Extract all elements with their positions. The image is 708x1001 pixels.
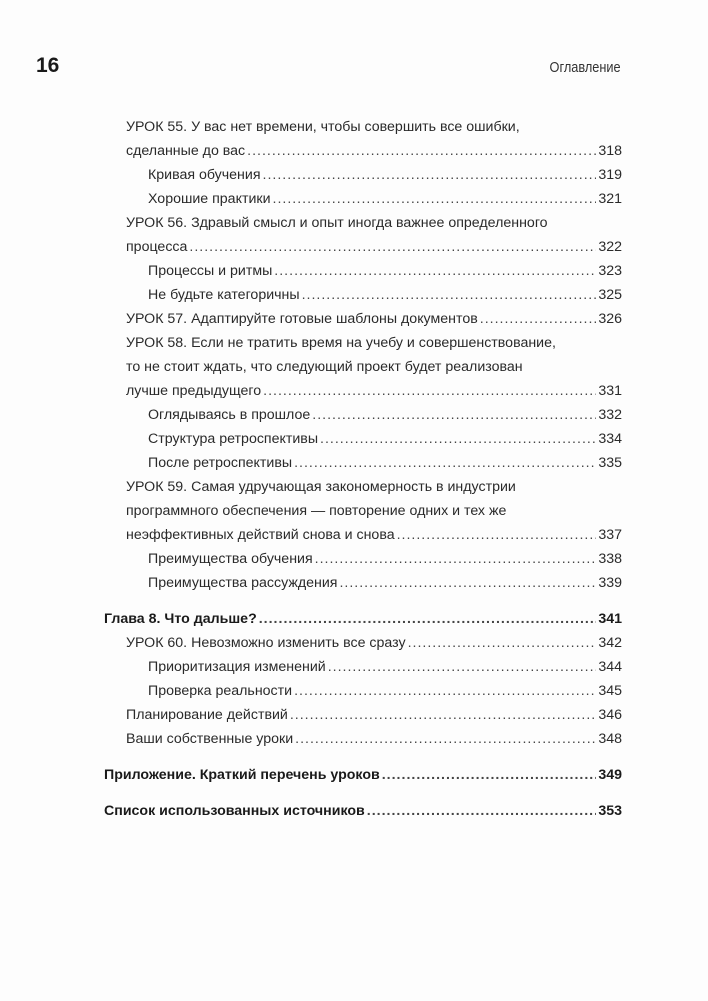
toc-entry[interactable] [104, 607, 622, 631]
toc-page-number: 348 [598, 731, 622, 747]
toc-entry[interactable] [104, 307, 622, 331]
toc-page-number: 331 [598, 383, 622, 399]
toc-entry-title: лучше предыдущего [126, 383, 262, 399]
dot-leader [328, 655, 597, 679]
toc-page-number: 325 [598, 287, 622, 303]
toc-entry[interactable] [104, 211, 622, 259]
toc-entry[interactable] [104, 655, 622, 679]
toc-entry-title: Не будьте категоричны [148, 287, 300, 303]
toc-entry[interactable] [104, 259, 622, 283]
toc-entry[interactable] [104, 427, 622, 451]
toc-entry-title-line: УРОК 55. У вас нет времени, чтобы совершить все ошибки, [126, 119, 520, 135]
dot-leader [294, 679, 596, 703]
toc-entry[interactable] [104, 475, 622, 547]
toc-entry-title-line: УРОК 59. Самая удручающая закономерность в индустрии [126, 479, 516, 495]
toc-entry[interactable] [104, 451, 622, 475]
toc-entry-title: процесса [126, 239, 188, 255]
toc-page-number: 326 [598, 311, 622, 327]
toc-entry[interactable] [104, 799, 622, 823]
dot-leader [320, 427, 596, 451]
toc-entry-title: Структура ретроспективы [148, 431, 319, 447]
dot-leader [295, 727, 596, 751]
dot-leader [189, 235, 596, 259]
toc-entry[interactable] [104, 763, 622, 787]
toc-entry[interactable] [104, 187, 622, 211]
running-head: Оглавление [549, 59, 621, 76]
toc-entry-title-line: то не стоит ждать, что следующий проект будет реализован [126, 359, 523, 375]
toc-page-number: 338 [598, 551, 622, 567]
toc-page-number: 319 [598, 167, 622, 183]
toc-entry-title: Преимущества обучения [148, 551, 313, 567]
dot-leader [315, 547, 597, 571]
toc-entry[interactable] [104, 571, 622, 595]
toc-page-number: 322 [598, 239, 622, 255]
toc-page-number: 349 [598, 767, 622, 783]
toc-entry-title: Приложение. Краткий перечень уроков [104, 767, 380, 783]
toc-entry-title: Приоритизация изменений [148, 659, 326, 675]
toc-entry[interactable] [104, 679, 622, 703]
toc-entry-title-line: УРОК 58. Если не тратить время на учебу и совершенствование, [126, 335, 556, 351]
dot-leader [259, 607, 597, 631]
dot-leader [408, 631, 597, 655]
toc-page-number: 344 [598, 659, 622, 675]
toc-entry[interactable] [104, 727, 622, 751]
toc-entry-title: Оглядываясь в прошлое [148, 407, 311, 423]
dot-leader [367, 799, 597, 823]
toc-entry[interactable] [104, 703, 622, 727]
dot-leader [397, 523, 597, 547]
dot-leader [274, 259, 596, 283]
toc-entry-title: Проверка реальности [148, 683, 293, 699]
toc-page-number: 334 [598, 431, 622, 447]
toc-entry-title: Кривая обучения [148, 167, 261, 183]
toc-entry-title: Процессы и ритмы [148, 263, 273, 279]
toc-page-number: 345 [598, 683, 622, 699]
toc-entry[interactable] [104, 283, 622, 307]
dot-leader [382, 763, 597, 787]
toc-entry-title: После ретроспективы [148, 455, 293, 471]
toc-entry-title: Преимущества рассуждения [148, 575, 338, 591]
toc-entry[interactable] [104, 115, 622, 163]
toc-page-number: 335 [598, 455, 622, 471]
toc-entry-title: Глава 8. Что дальше? [104, 611, 257, 627]
toc-page-number: 353 [598, 803, 622, 819]
toc-entry-title: сделанные до вас [126, 143, 246, 159]
toc-entry-title: Хорошие практики [148, 191, 271, 207]
dot-leader [263, 163, 597, 187]
toc-entry[interactable] [104, 331, 622, 403]
toc-page-number: 342 [598, 635, 622, 651]
dot-leader [273, 187, 597, 211]
toc-page-number: 318 [598, 143, 622, 159]
dot-leader [312, 403, 596, 427]
dot-leader [294, 451, 596, 475]
toc-entry-title-line: УРОК 56. Здравый смысл и опыт иногда важнее определенного [126, 215, 548, 231]
toc-entry-title: неэффективных действий снова и снова [126, 527, 395, 543]
dot-leader [290, 703, 596, 727]
dot-leader [263, 379, 596, 403]
toc-entry-title: УРОК 57. Адаптируйте готовые шаблоны документов [126, 311, 478, 327]
toc-entry[interactable] [104, 547, 622, 571]
toc-page-number: 341 [598, 611, 622, 627]
toc-entry-title-line: программного обеспечения — повторение одних и тех же [126, 503, 507, 519]
table-of-contents [104, 115, 622, 823]
toc-entry[interactable] [104, 163, 622, 187]
toc-entry[interactable] [104, 403, 622, 427]
toc-page-number: 339 [598, 575, 622, 591]
toc-page-number: 332 [598, 407, 622, 423]
toc-entry-title: УРОК 60. Невозможно изменить все сразу [126, 635, 406, 651]
toc-page-number: 337 [598, 527, 622, 543]
toc-page-number: 323 [598, 263, 622, 279]
toc-entry[interactable] [104, 631, 622, 655]
toc-entry-title: Список использованных источников [104, 803, 365, 819]
dot-leader [247, 139, 596, 163]
dot-leader [302, 283, 597, 307]
toc-entry-title: Планирование действий [126, 707, 288, 723]
page-number: 16 [36, 54, 60, 77]
dot-leader [339, 571, 596, 595]
dot-leader [480, 307, 597, 331]
toc-page-number: 321 [598, 191, 622, 207]
toc-page-number: 346 [598, 707, 622, 723]
toc-entry-title: Ваши собственные уроки [126, 731, 294, 747]
